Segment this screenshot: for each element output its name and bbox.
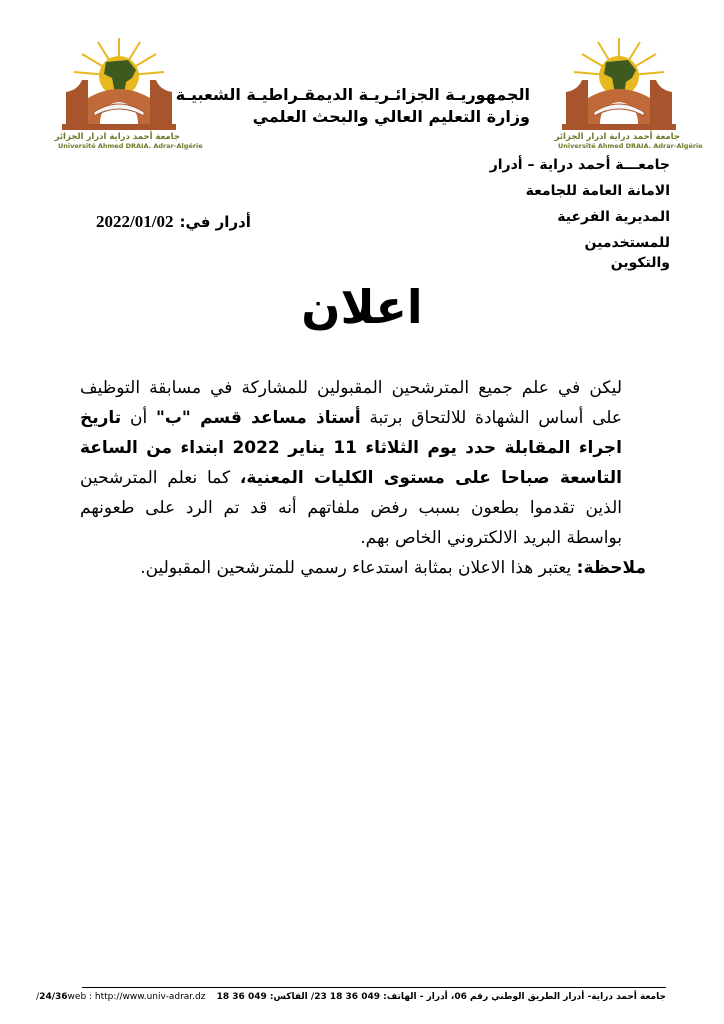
body-text-1: ليكن في علم جميع المترشحين المقبولين للمشاركة في مسابقة التوظيف على أساس الشهادة للالتحاق برتبة: [80, 378, 623, 428]
date-value: 2022/01/02: [96, 212, 174, 231]
logo-caption-french: Université Ahmed DRAIA. Adrar-Algérie: [58, 142, 203, 150]
university-emblem-icon: [558, 32, 680, 132]
body-paragraph: [80, 373, 646, 553]
footer: [36, 992, 666, 1002]
note-text: يعتبر هذا الاعلان بمثابة استدعاء رسمي للمترشحين المقبولين.: [140, 558, 572, 578]
unit-university: جامعـــة أحمد دراية – أدرار: [489, 157, 670, 173]
ministry-header: [175, 84, 530, 128]
note-paragraph: [80, 553, 646, 583]
issuing-unit: [470, 152, 670, 270]
date-label: أدرار في:: [179, 213, 251, 231]
body-rank: أستاذ مساعد قسم "ب": [155, 408, 361, 428]
announcement-body: [80, 373, 646, 583]
body-text-3: كما نعلم المترشحين الذين تقدموا بطعون بسبب رفض ملفاتهم أنه قد تم الرد على طعونهم بواسطة البريد الالكتروني الخاص بهم.: [80, 468, 622, 548]
ministry-name: وزارة التعليم العالي والبحث العلمي: [252, 107, 530, 126]
unit-directorate-cont: والتكوين: [610, 255, 670, 271]
announcement-title: اعلان: [301, 280, 423, 334]
footer-address: جامعة أحمد دراية- أدرار الطريق الوطني رقم 06، أدرار - الهاتف: 049 36 18 23/ الفاكس: 049 36 18 24/36: [39, 992, 666, 1002]
body-text-2: أن: [129, 408, 148, 428]
body-interview-date: تاريخ اجراء المقابلة حدد يوم الثلاثاء 11 يناير 2022 ابتداء من الساعة التاسعة صباحا على مستوى الكليات المعنية،: [80, 408, 623, 488]
university-logo-right: [554, 32, 703, 150]
footer-divider: [82, 987, 666, 988]
issue-date: [96, 212, 251, 232]
logo-caption-arabic: جامعة أحمد دراية ادرار الجزائر: [554, 132, 680, 142]
logo-caption-french: Université Ahmed DRAIA. Adrar-Algérie: [558, 142, 703, 150]
footer-web: web : http://www.univ-adrar.dz/: [36, 992, 206, 1002]
logo-caption-arabic: جامعة أحمد دراية ادرار الجزائر: [54, 132, 180, 142]
university-emblem-icon: [58, 32, 180, 132]
unit-secretariat: الامانة العامة للجامعة: [525, 183, 670, 199]
unit-directorate: المديرية الفرعية للمستخدمين: [557, 209, 670, 251]
republic-name: الجمهوريـة الجزائـريـة الديمقـراطيـة الشعبيـة: [175, 85, 530, 104]
note-label: ملاحظة:: [576, 558, 646, 578]
university-logo-left: [54, 32, 203, 150]
